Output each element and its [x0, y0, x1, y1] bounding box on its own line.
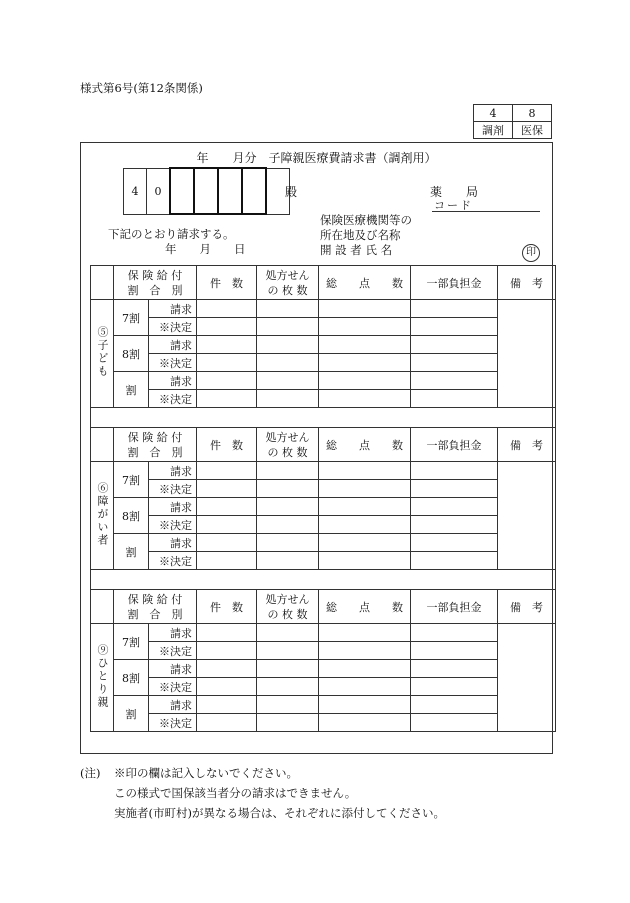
points-cell[interactable]: [319, 714, 411, 732]
header-rx-top: 処方せん: [265, 268, 310, 282]
copay-cell[interactable]: [411, 642, 498, 660]
points-cell[interactable]: [319, 660, 411, 678]
copay-cell[interactable]: [411, 336, 498, 354]
address-line-1: 保険医療機関等の: [320, 213, 412, 227]
points-cell[interactable]: [319, 516, 411, 534]
header-rx-bottom: の 枚 数: [267, 283, 308, 297]
rx-cell[interactable]: [257, 678, 319, 696]
row-kind-label: ※決定: [149, 390, 197, 408]
pharmacy-code-boxes: [123, 167, 290, 215]
points-cell[interactable]: [319, 552, 411, 570]
remarks-cell[interactable]: [498, 462, 556, 570]
row-kind-label: ※決定: [149, 552, 197, 570]
points-cell[interactable]: [319, 624, 411, 642]
code-bottom-1: 調剤: [474, 122, 513, 139]
row-kind-label: ※決定: [149, 318, 197, 336]
address-line-3: 開 設 者 氏 名: [320, 243, 393, 257]
header-benefit: [114, 590, 197, 624]
header-remarks: 備 考: [498, 428, 556, 462]
count-cell[interactable]: [197, 642, 257, 660]
row-kind-label: 請求: [149, 624, 197, 642]
header-benefit-bottom: 割 合 別: [127, 283, 183, 297]
row-kind-label: 請求: [149, 462, 197, 480]
rx-cell[interactable]: [257, 462, 319, 480]
rx-cell[interactable]: [257, 534, 319, 552]
points-cell[interactable]: [319, 696, 411, 714]
rate-cell: 8割: [114, 336, 149, 372]
claim-section-table: [90, 589, 556, 732]
row-kind-label: ※決定: [149, 678, 197, 696]
pharmacy-label: 薬 局: [430, 185, 485, 199]
rx-cell[interactable]: [257, 624, 319, 642]
count-cell[interactable]: [197, 534, 257, 552]
code-bottom-2: 医保: [513, 122, 552, 139]
count-cell[interactable]: [197, 516, 257, 534]
rx-cell[interactable]: [257, 480, 319, 498]
rate-cell: 7割: [114, 462, 149, 498]
address-line-2: 所在地及び名称: [320, 228, 401, 242]
rx-cell[interactable]: [257, 336, 319, 354]
points-cell[interactable]: [319, 354, 411, 372]
section-label: [91, 624, 114, 732]
points-cell[interactable]: [319, 480, 411, 498]
copay-cell[interactable]: [411, 624, 498, 642]
copay-cell[interactable]: [411, 534, 498, 552]
points-cell[interactable]: [319, 390, 411, 408]
rate-cell: 8割: [114, 498, 149, 534]
rate-cell: 7割: [114, 624, 149, 660]
points-cell[interactable]: [319, 642, 411, 660]
rx-cell[interactable]: [257, 318, 319, 336]
rx-cell[interactable]: [257, 660, 319, 678]
header-points: 総 点 数: [319, 428, 411, 462]
digit-box[interactable]: [194, 168, 218, 214]
rx-cell[interactable]: [257, 498, 319, 516]
header-points: 総 点 数: [319, 266, 411, 300]
count-cell[interactable]: [197, 480, 257, 498]
code-underline: [432, 211, 540, 212]
points-cell[interactable]: [319, 534, 411, 552]
copay-cell[interactable]: [411, 390, 498, 408]
header-benefit-bottom: 割 合 別: [127, 445, 183, 459]
header-rx-bottom: の 枚 数: [267, 445, 308, 459]
digit-box[interactable]: [170, 168, 194, 214]
row-kind-label: 請求: [149, 534, 197, 552]
header-rx: [257, 266, 319, 300]
section-label: [91, 300, 114, 408]
date-line: 年 月 日: [165, 242, 246, 256]
seal-mark: 印: [522, 244, 540, 262]
header-copay: 一部負担金: [411, 428, 498, 462]
rx-cell[interactable]: [257, 516, 319, 534]
section-label: [91, 462, 114, 570]
rx-cell[interactable]: [257, 300, 319, 318]
header-count: 件 数: [197, 428, 257, 462]
row-kind-label: 請求: [149, 372, 197, 390]
header-rx: [257, 428, 319, 462]
row-kind-label: ※決定: [149, 354, 197, 372]
rx-cell[interactable]: [257, 354, 319, 372]
addressee: 殿: [285, 185, 298, 199]
row-kind-label: ※決定: [149, 516, 197, 534]
row-kind-label: ※決定: [149, 714, 197, 732]
count-cell[interactable]: [197, 372, 257, 390]
header-points: 総 点 数: [319, 590, 411, 624]
header-blank: [91, 590, 114, 624]
rate-cell: 割: [114, 534, 149, 570]
copay-cell[interactable]: [411, 660, 498, 678]
header-count: 件 数: [197, 590, 257, 624]
digit-box[interactable]: 4: [124, 168, 147, 214]
rate-cell: 割: [114, 696, 149, 732]
header-rx-top: 処方せん: [265, 430, 310, 444]
points-cell[interactable]: [319, 300, 411, 318]
digit-box[interactable]: [218, 168, 242, 214]
code-top-2: 8: [513, 105, 552, 122]
count-cell[interactable]: [197, 462, 257, 480]
points-cell[interactable]: [319, 318, 411, 336]
header-blank: [91, 428, 114, 462]
rx-cell[interactable]: [257, 372, 319, 390]
header-remarks: 備 考: [498, 590, 556, 624]
copay-cell[interactable]: [411, 372, 498, 390]
rate-cell: 割: [114, 372, 149, 408]
header-benefit-top: 保 険 給 付: [127, 268, 183, 282]
rx-cell[interactable]: [257, 552, 319, 570]
row-kind-label: 請求: [149, 336, 197, 354]
remarks-cell[interactable]: [498, 624, 556, 732]
row-kind-label: ※決定: [149, 480, 197, 498]
points-cell[interactable]: [319, 498, 411, 516]
form-id: 様式第6号(第12条関係): [80, 81, 203, 95]
rx-cell[interactable]: [257, 696, 319, 714]
rx-cell[interactable]: [257, 390, 319, 408]
code-label: コード: [434, 199, 473, 212]
rate-cell: 7割: [114, 300, 149, 336]
header-rx: [257, 590, 319, 624]
count-cell[interactable]: [197, 696, 257, 714]
copay-cell[interactable]: [411, 462, 498, 480]
points-cell[interactable]: [319, 336, 411, 354]
copay-cell[interactable]: [411, 354, 498, 372]
row-kind-label: 請求: [149, 696, 197, 714]
copay-cell[interactable]: [411, 696, 498, 714]
count-cell[interactable]: [197, 354, 257, 372]
copay-cell[interactable]: [411, 552, 498, 570]
header-benefit: [114, 266, 197, 300]
row-kind-label: ※決定: [149, 642, 197, 660]
request-note: 下記のとおり請求する。: [108, 227, 235, 241]
rx-cell[interactable]: [257, 642, 319, 660]
header-copay: 一部負担金: [411, 266, 498, 300]
copay-cell[interactable]: [411, 480, 498, 498]
count-cell[interactable]: [197, 678, 257, 696]
count-cell[interactable]: [197, 318, 257, 336]
footer-prefix: (注): [80, 766, 101, 780]
points-cell[interactable]: [319, 372, 411, 390]
claim-section-table: [90, 265, 556, 428]
points-cell[interactable]: [319, 678, 411, 696]
count-cell[interactable]: [197, 624, 257, 642]
copay-cell[interactable]: [411, 516, 498, 534]
section-label-text: ⑤子ども: [96, 326, 109, 378]
digit-box[interactable]: [242, 168, 266, 214]
section-label-text: ⑥障がい者: [96, 481, 109, 547]
header-rx-bottom: の 枚 数: [267, 607, 308, 621]
section-separator: [91, 570, 556, 590]
digit-box[interactable]: 0: [147, 168, 171, 214]
header-rx-top: 処方せん: [265, 592, 310, 606]
claim-section-table: [90, 427, 556, 590]
remarks-cell[interactable]: [498, 300, 556, 408]
code-top-1: 4: [474, 105, 513, 122]
row-kind-label: 請求: [149, 498, 197, 516]
footer-line-3: 実施者(市町村)が異なる場合は、それぞれに添付してください。: [114, 806, 445, 820]
footer-line-2: この様式で国保該当者分の請求はできません。: [114, 786, 357, 800]
form-title: 年 月分 子障親医療費請求書（調剤用）: [196, 151, 437, 165]
header-count: 件 数: [197, 266, 257, 300]
row-kind-label: 請求: [149, 660, 197, 678]
points-cell[interactable]: [319, 462, 411, 480]
header-blank: [91, 266, 114, 300]
count-cell[interactable]: [197, 336, 257, 354]
row-kind-label: 請求: [149, 300, 197, 318]
header-benefit: [114, 428, 197, 462]
copay-cell[interactable]: [411, 678, 498, 696]
count-cell[interactable]: [197, 390, 257, 408]
rate-cell: 8割: [114, 660, 149, 696]
count-cell[interactable]: [197, 300, 257, 318]
copay-cell[interactable]: [411, 318, 498, 336]
count-cell[interactable]: [197, 660, 257, 678]
section-label-text: ⑨ひとり親: [96, 643, 109, 709]
section-separator: [91, 408, 556, 428]
count-cell[interactable]: [197, 714, 257, 732]
header-benefit-top: 保 険 給 付: [127, 430, 183, 444]
footer-line-1: ※印の欄は記入しないでください。: [114, 766, 298, 780]
code-box: [473, 104, 552, 139]
count-cell[interactable]: [197, 552, 257, 570]
header-benefit-bottom: 割 合 別: [127, 607, 183, 621]
copay-cell[interactable]: [411, 300, 498, 318]
header-benefit-top: 保 険 給 付: [127, 592, 183, 606]
copay-cell[interactable]: [411, 714, 498, 732]
count-cell[interactable]: [197, 498, 257, 516]
copay-cell[interactable]: [411, 498, 498, 516]
header-copay: 一部負担金: [411, 590, 498, 624]
header-remarks: 備 考: [498, 266, 556, 300]
rx-cell[interactable]: [257, 714, 319, 732]
